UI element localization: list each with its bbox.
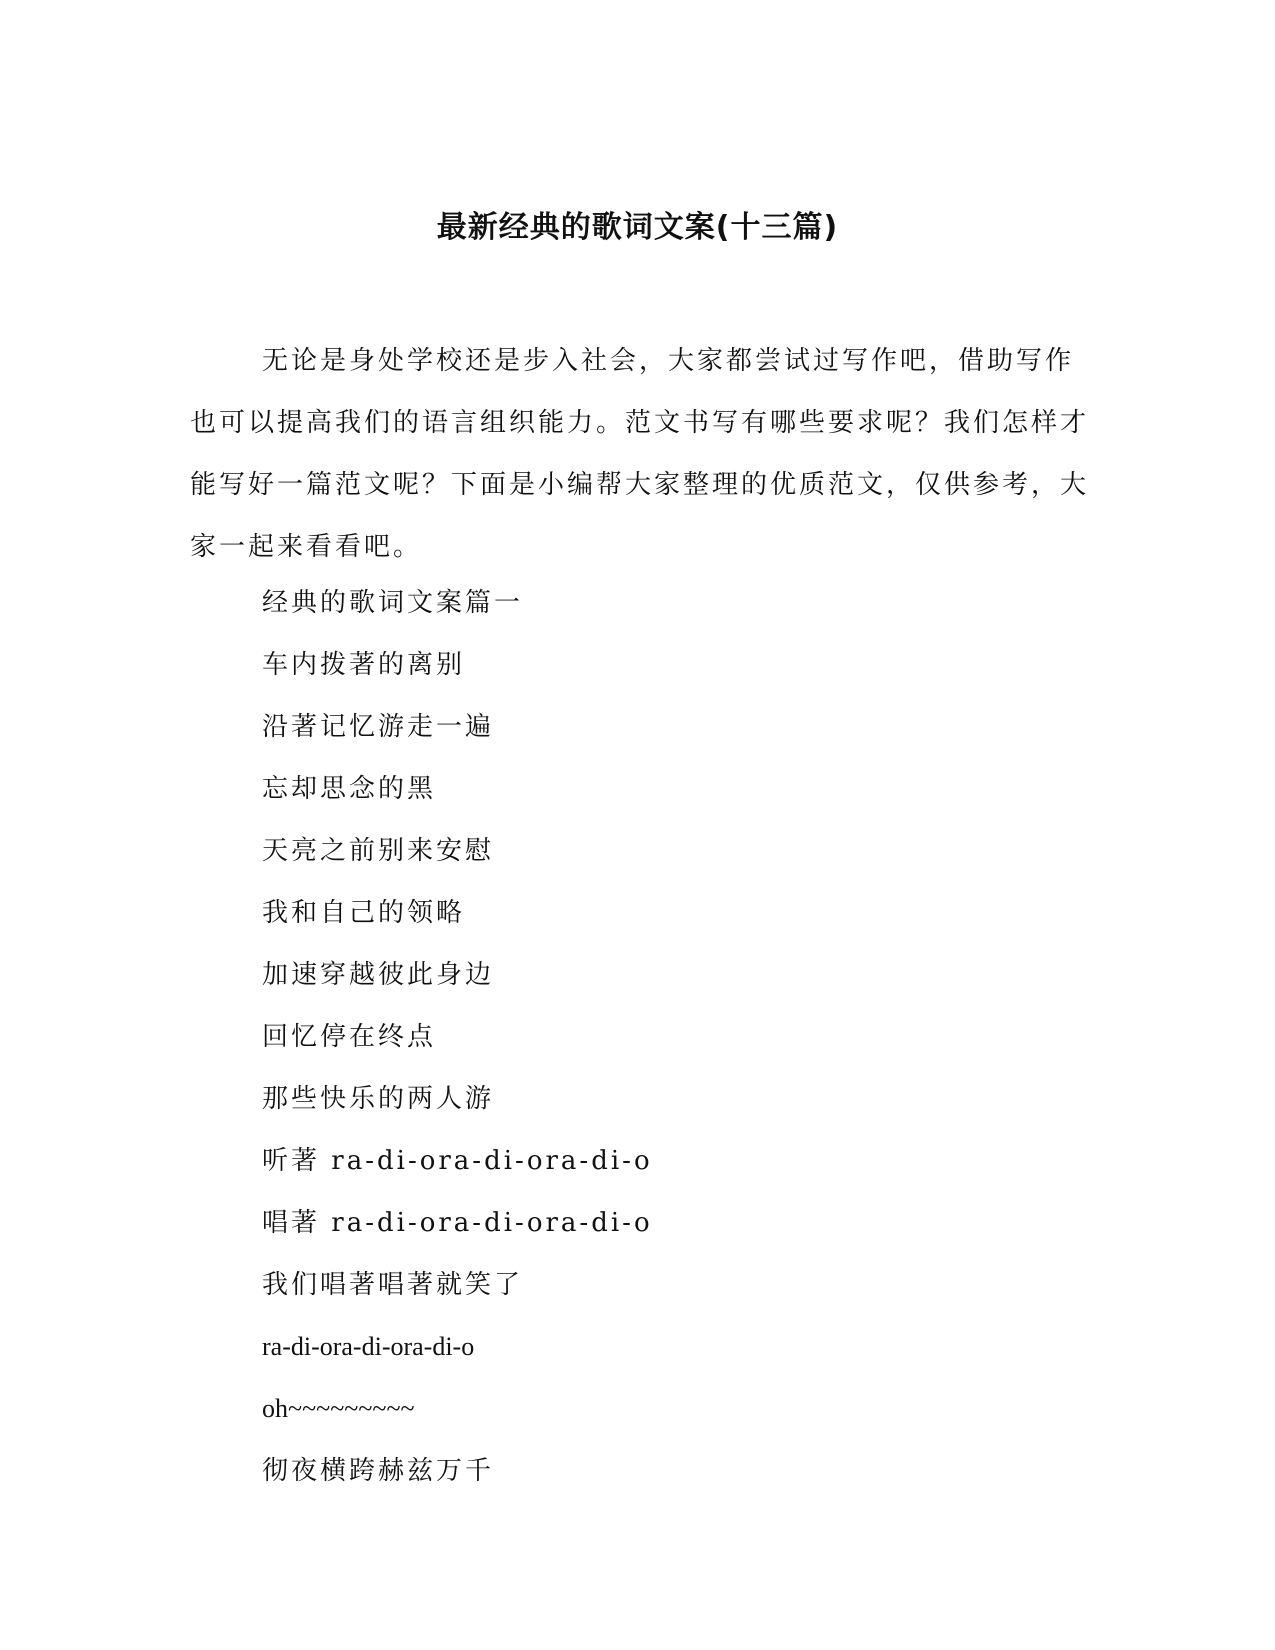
lyric-line: oh~~~~~~~~~: [262, 1394, 415, 1423]
document-title: 最新经典的歌词文案(十三篇): [436, 210, 839, 245]
lyric-line: 那些快乐的两人游: [262, 1084, 495, 1114]
lyric-line: 我们唱著唱著就笑了: [262, 1270, 524, 1300]
section-heading: 经典的歌词文案篇一: [262, 588, 524, 618]
lyric-line: 车内拨著的离别: [262, 650, 466, 680]
intro-paragraph: 无论是身处学校还是步入社会，大家都尝试过写作吧，借助写作也可以提高我们的语言组织能力。范文书写有哪些要求呢？我们怎样才能写好一篇范文呢？下面是小编帮大家整理的优质范文，仅供参考，大家一起来看看吧。: [190, 346, 1090, 562]
lyrics-list: [262, 572, 653, 1502]
lyric-line: 我和自己的领略: [262, 898, 466, 928]
lyric-line: 彻夜横跨赫兹万千: [262, 1456, 495, 1486]
lyric-line: 唱著 ra-di-ora-di-ora-di-o: [262, 1208, 653, 1238]
lyric-line: ra-di-ora-di-ora-di-o: [262, 1332, 475, 1361]
lyric-line: 加速穿越彼此身边: [262, 960, 495, 990]
lyric-line: 沿著记忆游走一遍: [262, 712, 495, 742]
lyric-line: 回忆停在终点: [262, 1022, 437, 1052]
lyric-line: 忘却思念的黑: [262, 774, 437, 804]
lyric-line: 天亮之前别来安慰: [262, 836, 495, 866]
lyric-line: 听著 ra-di-ora-di-ora-di-o: [262, 1146, 653, 1176]
